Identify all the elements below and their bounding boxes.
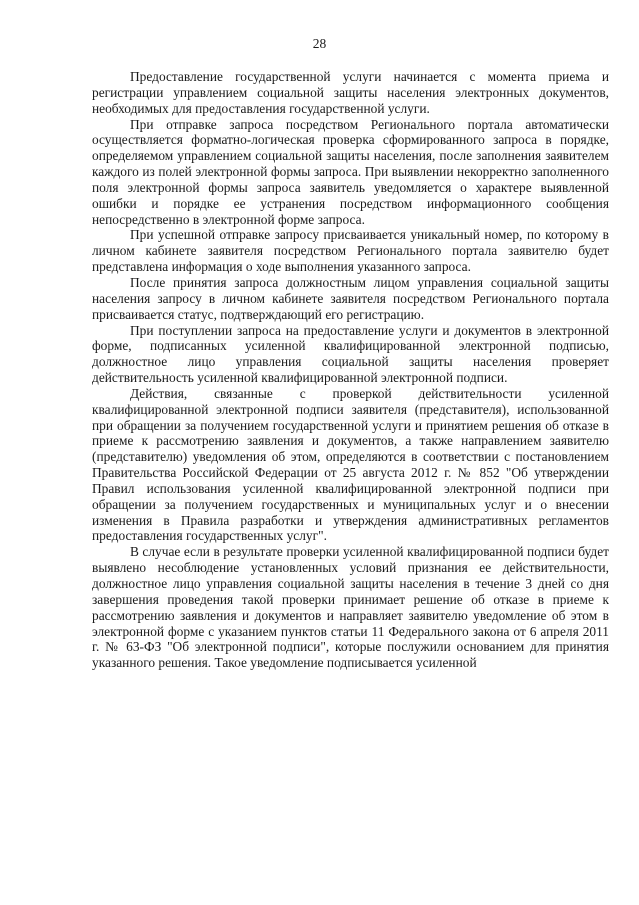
paragraph-registration-status: После принятия запроса должностным лицом управления социальной защиты населения запросу в личном кабинете заявителя посредством Регионального портала присваивается статус, подтверждающий его регистрацию. bbox=[92, 274, 609, 322]
paragraph-format-check: При отправке запроса посредством Регионального портала автоматически осуществляется форматно-логическая проверка сформированного запроса в порядке, определяемом управлением социальной защиты населения, после заполнения заявителем каждого из полей электронной формы запроса. При выявлении некорректно заполненного поля электронной формы запроса заявитель уведомляется о характере выявленной ошибки и порядке ее устранения посредством информационного сообщения непосредственно в электронной форме запроса. bbox=[92, 116, 609, 227]
paragraph-refusal-notification: В случае если в результате проверки усиленной квалифицированной подписи будет выявлено несоблюдение установленных условий признания ее действительности, должностное лицо управления социальной защиты населения в течение 3 дней со дня завершения проведения такой проверки принимает решение об отказе в приеме к рассмотрению заявления и документов и направляет заявителю уведомление об этом в электронной форме с указанием пунктов статьи 11 Федерального закона от 6 апреля 2011 г. № 63-ФЗ "Об электронной подписи", которые послужили основанием для принятия указанного решения. Такое уведомление подписывается усиленной bbox=[92, 544, 609, 671]
document-body bbox=[92, 69, 609, 671]
paragraph-unique-number: При успешной отправке запросу присваивается уникальный номер, по которому в личном кабинете заявителя посредством Регионального портала заявителю будет представлена информация о ходе выполнения указанного запроса. bbox=[92, 227, 609, 275]
page-number: 28 bbox=[312, 36, 327, 51]
paragraph-service-start: Предоставление государственной услуги начинается с момента приема и регистрации управлением социальной защиты населения электронных документов, необходимых для предоставления государственной услуги. bbox=[92, 69, 609, 116]
paragraph-government-decree: Действия, связанные с проверкой действительности усиленной квалифицированной электронной подписи заявителя (представителя), использованной при обращении за получением государственной услуги и принятием решения об отказе в приеме к рассмотрению заявления и документов, а также направлением заявителю (представителю) уведомления об этом, определяются в соответствии с постановлением Правительства Российской Федерации от 25 августа 2012 г. № 852 "Об утверждении Правил использования усиленной квалифицированной электронной подписи при обращении за получением государственных и муниципальных услуг и о внесении изменения в Правила разработки и утверждения административных регламентов предоставления государственных услуг". bbox=[92, 385, 609, 544]
paragraph-signature-verification: При поступлении запроса на предоставление услуги и документов в электронной форме, подписанных усиленной квалифицированной электронной подписью, должностное лицо управления социальной защиты населения проверяет действительность усиленной квалифицированной электронной подписи. bbox=[92, 322, 609, 386]
